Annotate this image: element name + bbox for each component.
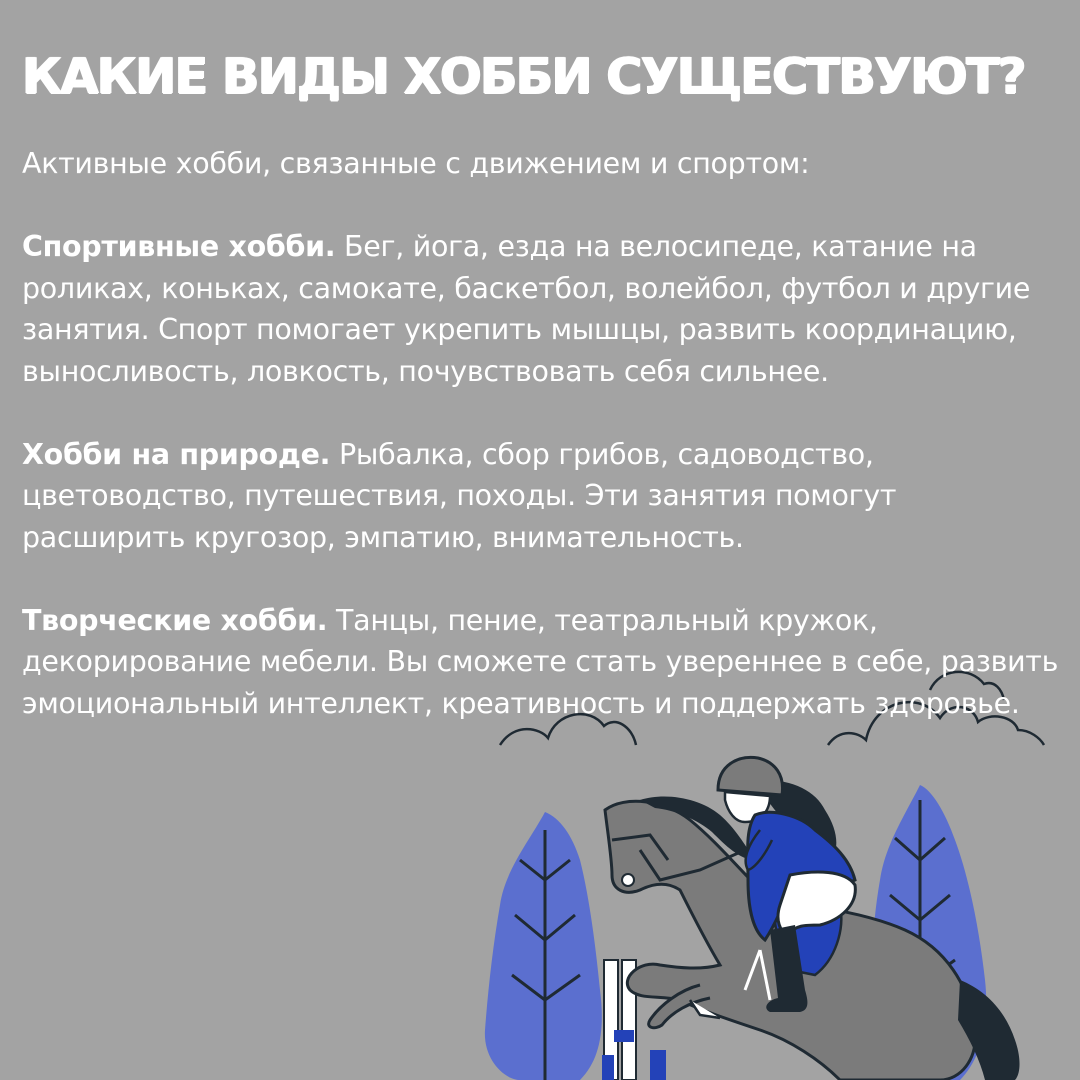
section-text: Бег, йога, езда на велосипеде, катание на роликах, коньках, самокате, баскетбол, волейбол, футбол и другие занятия. Спорт помогает укрепить мышцы, развить координацию, выносливость, ловкость, почувствовать себя сильнее.	[22, 230, 1031, 388]
section-sport	[22, 226, 1062, 392]
section-heading: Хобби на природе.	[22, 437, 331, 471]
section-text: Танцы, пение, театральный кружок, декорирование мебели. Вы сможете стать увереннее в себе, развить эмоциональный интеллект, креативность и поддержать здоровье.	[22, 603, 1059, 720]
article-body	[22, 143, 1062, 766]
section-nature	[22, 434, 1062, 559]
section-text: Рыбалка, сбор грибов, садоводство, цветоводство, путешествия, походы. Эти занятия помогут расширить кругозор, эмпатию, внимательность.	[22, 437, 897, 554]
tree-left	[485, 812, 602, 1080]
section-heading: Творческие хобби.	[22, 603, 328, 637]
intro-paragraph: Активные хобби, связанные с движением и спортом:	[22, 147, 810, 180]
section-creative	[22, 600, 1062, 725]
section-heading: Спортивные хобби.	[22, 230, 336, 263]
page-title: КАКИЕ ВИДЫ ХОББИ СУЩЕСТВУЮТ?	[22, 48, 1025, 105]
